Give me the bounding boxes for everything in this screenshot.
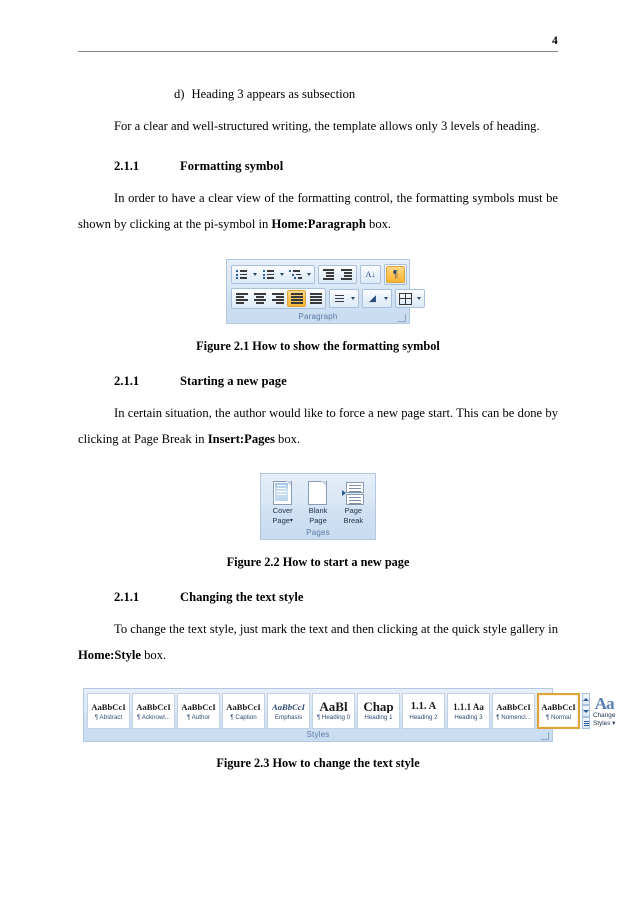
page-break-icon [342,481,364,505]
styles-ribbon-group[interactable] [83,688,616,742]
scroll-down-button[interactable] [582,705,590,717]
style-sample: 1.1.1 Aa [453,702,484,712]
borders-button[interactable] [397,291,414,306]
numbering-button[interactable] [260,267,277,282]
styles-dialog-launcher-icon[interactable] [541,732,549,740]
change-styles-label-line2: Styles ▾ [593,719,616,727]
style-name: Emphasis [274,714,303,721]
alignment-buttons-group [231,288,326,309]
paragraph-changing-text-style [78,616,558,668]
style-cell-heading-0[interactable] [312,693,355,729]
page-break-label-line1: Page [344,506,363,515]
inline-bold-insert-pages: Insert:Pages [207,432,275,446]
decrease-indent-icon [323,269,334,280]
paragraph-group-label: Paragraph [298,312,338,321]
page-number: 4 [552,35,558,47]
paragraph-starting-new-page [78,400,558,452]
line-spacing-button[interactable] [331,291,348,306]
multilevel-list-icon [289,270,302,279]
list-buttons-group [231,265,315,284]
paragraph-text-part2: box. [140,648,167,662]
style-cell-heading-1[interactable] [357,693,400,729]
style-name: Heading 1 [364,714,393,721]
paragraph-text-part2: box. [274,432,301,446]
paragraph-dialog-launcher-icon[interactable] [398,314,406,322]
inline-bold-home-style: Home:Style [78,648,141,662]
figure-2-2-caption: Figure 2.2 How to start a new page [226,555,410,569]
numbering-icon [263,270,274,279]
line-spacing-dropdown-caret[interactable] [351,297,355,300]
style-name: ¶ Abstract [94,714,123,721]
list-item-marker: d) [174,87,185,101]
document-body [78,80,616,771]
style-sample: AaBbCcI [226,702,261,712]
multilevel-list-dropdown-caret[interactable] [307,273,311,276]
chevron-down-icon [583,710,589,713]
paragraph-intro: For a clear and well-structured writing, the template allows only 3 levels of heading. [114,119,540,133]
pages-buttons-row [266,479,370,526]
borders-group [395,289,425,308]
section-number: 2.1.1 [114,159,140,173]
paint-bucket-icon: ◢ [369,293,376,303]
figure-2-3-caption: Figure 2.3 How to change the text style [216,756,420,770]
cover-page-dropdown-caret[interactable]: ▾ [289,518,293,524]
justify-button[interactable] [287,290,306,307]
sort-button-group [360,265,381,284]
section-title: Starting a new page [180,374,287,388]
style-cell-abstract[interactable] [87,693,130,729]
pilcrow-icon: ¶ [393,268,398,280]
bullets-dropdown-caret[interactable] [253,273,257,276]
styles-gallery-row [87,693,616,729]
style-cell-heading-2[interactable] [402,693,445,729]
align-center-icon [254,293,266,304]
style-name: ¶ Caption [230,714,257,721]
section-number: 2.1.1 [114,374,140,388]
blank-page-label-line1: Blank [308,506,328,515]
paragraph-text-part1: In certain situation, the author would like to force a new page start. This can be done by clicking at Page Break in [78,406,558,446]
bullets-button[interactable] [233,267,250,282]
style-sample: AaBbCcI [541,702,576,712]
cover-page-label-line2: Page▾ [272,516,293,525]
style-sample: AaBbCcI [91,702,126,712]
paragraph-ribbon-group[interactable] [226,259,410,324]
style-cell-heading-3[interactable] [447,693,490,729]
indent-buttons-group [318,265,357,284]
chevron-up-icon [583,698,589,701]
section-heading-starting-new-page [78,373,558,389]
align-right-button[interactable] [269,291,286,306]
align-center-button[interactable] [251,291,268,306]
change-styles-label-line1: Change [593,712,616,719]
style-cell-nomenclature[interactable] [492,693,535,729]
quick-style-gallery[interactable] [87,693,580,729]
figure-2-1-wrap [78,259,558,324]
styles-gallery-scrollbar[interactable] [582,693,590,729]
paragraph-text-part1: To change the text style, just mark the text and then clicking at the quick style gallery in [114,622,558,636]
show-formatting-marks-button[interactable] [386,266,405,283]
pages-ribbon-group[interactable] [260,473,376,540]
decrease-indent-button[interactable] [320,267,337,282]
blank-page-button[interactable] [301,479,334,526]
style-cell-caption[interactable] [222,693,265,729]
increase-indent-icon [341,269,352,280]
style-name: ¶ Heading 0 [316,714,351,721]
paragraph-text-part1: In order to have a clear view of the formatting control, the formatting symbols must be shown by clicking at the pi-symbol in [78,191,558,231]
style-cell-author[interactable] [177,693,220,729]
shading-group [362,289,392,308]
align-left-button[interactable] [233,291,250,306]
style-name: Heading 2 [409,714,438,721]
borders-dropdown-caret[interactable] [417,297,421,300]
section-title: Changing the text style [180,590,304,604]
style-name: Heading 3 [454,714,483,721]
section-title: Formatting symbol [180,159,284,173]
style-sample: AaBbCcI [496,702,531,712]
styles-group-label: Styles [306,730,330,739]
style-sample: Chap [363,701,394,713]
style-sample: AaBbCcI [272,702,305,712]
distributed-button[interactable] [307,291,324,306]
cover-page-button[interactable] [266,479,299,526]
style-cell-normal[interactable] [537,693,580,729]
section-heading-changing-text-style [78,589,558,605]
borders-icon [399,293,412,305]
sort-icon: A↓ [365,269,376,279]
cover-page-icon [273,481,293,505]
section-heading-formatting-symbol [78,158,558,174]
inline-bold-home-paragraph: Home:Paragraph [271,217,366,231]
style-name: ¶ Author [187,714,210,721]
multilevel-list-button[interactable] [287,267,304,282]
align-left-icon [236,293,248,304]
shading-dropdown-caret[interactable] [384,297,388,300]
pages-group-label: Pages [306,528,330,537]
list-item [78,86,558,102]
style-sample: AaBbCcI [136,702,171,712]
style-cell-acknowledgement[interactable] [132,693,175,729]
header-rule [78,51,558,52]
distributed-icon [310,293,322,304]
page-header [78,34,558,52]
blank-page-icon [308,481,328,505]
line-spacing-icon [335,295,344,303]
figure-2-3-wrap [78,688,616,742]
line-spacing-group [329,289,359,308]
change-styles-button[interactable] [593,693,615,729]
style-name: ¶ Normal [546,714,571,721]
figure-2-2-wrap [78,473,558,540]
style-name: ¶ Acknowl... [137,714,170,721]
bullets-icon [236,270,247,279]
more-styles-button[interactable] [582,717,590,729]
align-right-icon [272,293,284,304]
scroll-up-button[interactable] [582,693,590,705]
cover-page-label-line1: Cover [272,506,293,515]
paragraph-formatting-symbol [78,185,558,237]
more-icon [584,721,589,726]
numbering-dropdown-caret[interactable] [280,273,284,276]
style-sample: AaBbCcI [181,702,216,712]
blank-page-label-line2: Page [309,516,327,525]
shading-button[interactable] [364,291,381,306]
paragraph-ribbon-row-1 [231,264,405,285]
style-cell-emphasis[interactable] [267,693,310,729]
formatting-marks-group [384,264,407,285]
style-name: ¶ Nomencl... [496,714,531,721]
page-break-button[interactable] [337,479,370,526]
increase-indent-button[interactable] [338,267,355,282]
figure-2-1-caption: Figure 2.1 How to show the formatting symbol [196,339,440,353]
section-number: 2.1.1 [114,590,140,604]
paragraph-text-part2: box. [365,217,392,231]
change-styles-icon: Aa [594,694,614,713]
paragraph-ribbon-row-2 [231,288,405,309]
page-break-label-line2: Break [343,516,364,525]
style-sample: AaBl [319,701,348,713]
style-sample: 1.1. A [410,701,437,712]
justify-icon [291,293,303,304]
sort-button[interactable] [362,267,379,282]
list-item-label: Heading 3 appears as subsection [191,87,356,101]
